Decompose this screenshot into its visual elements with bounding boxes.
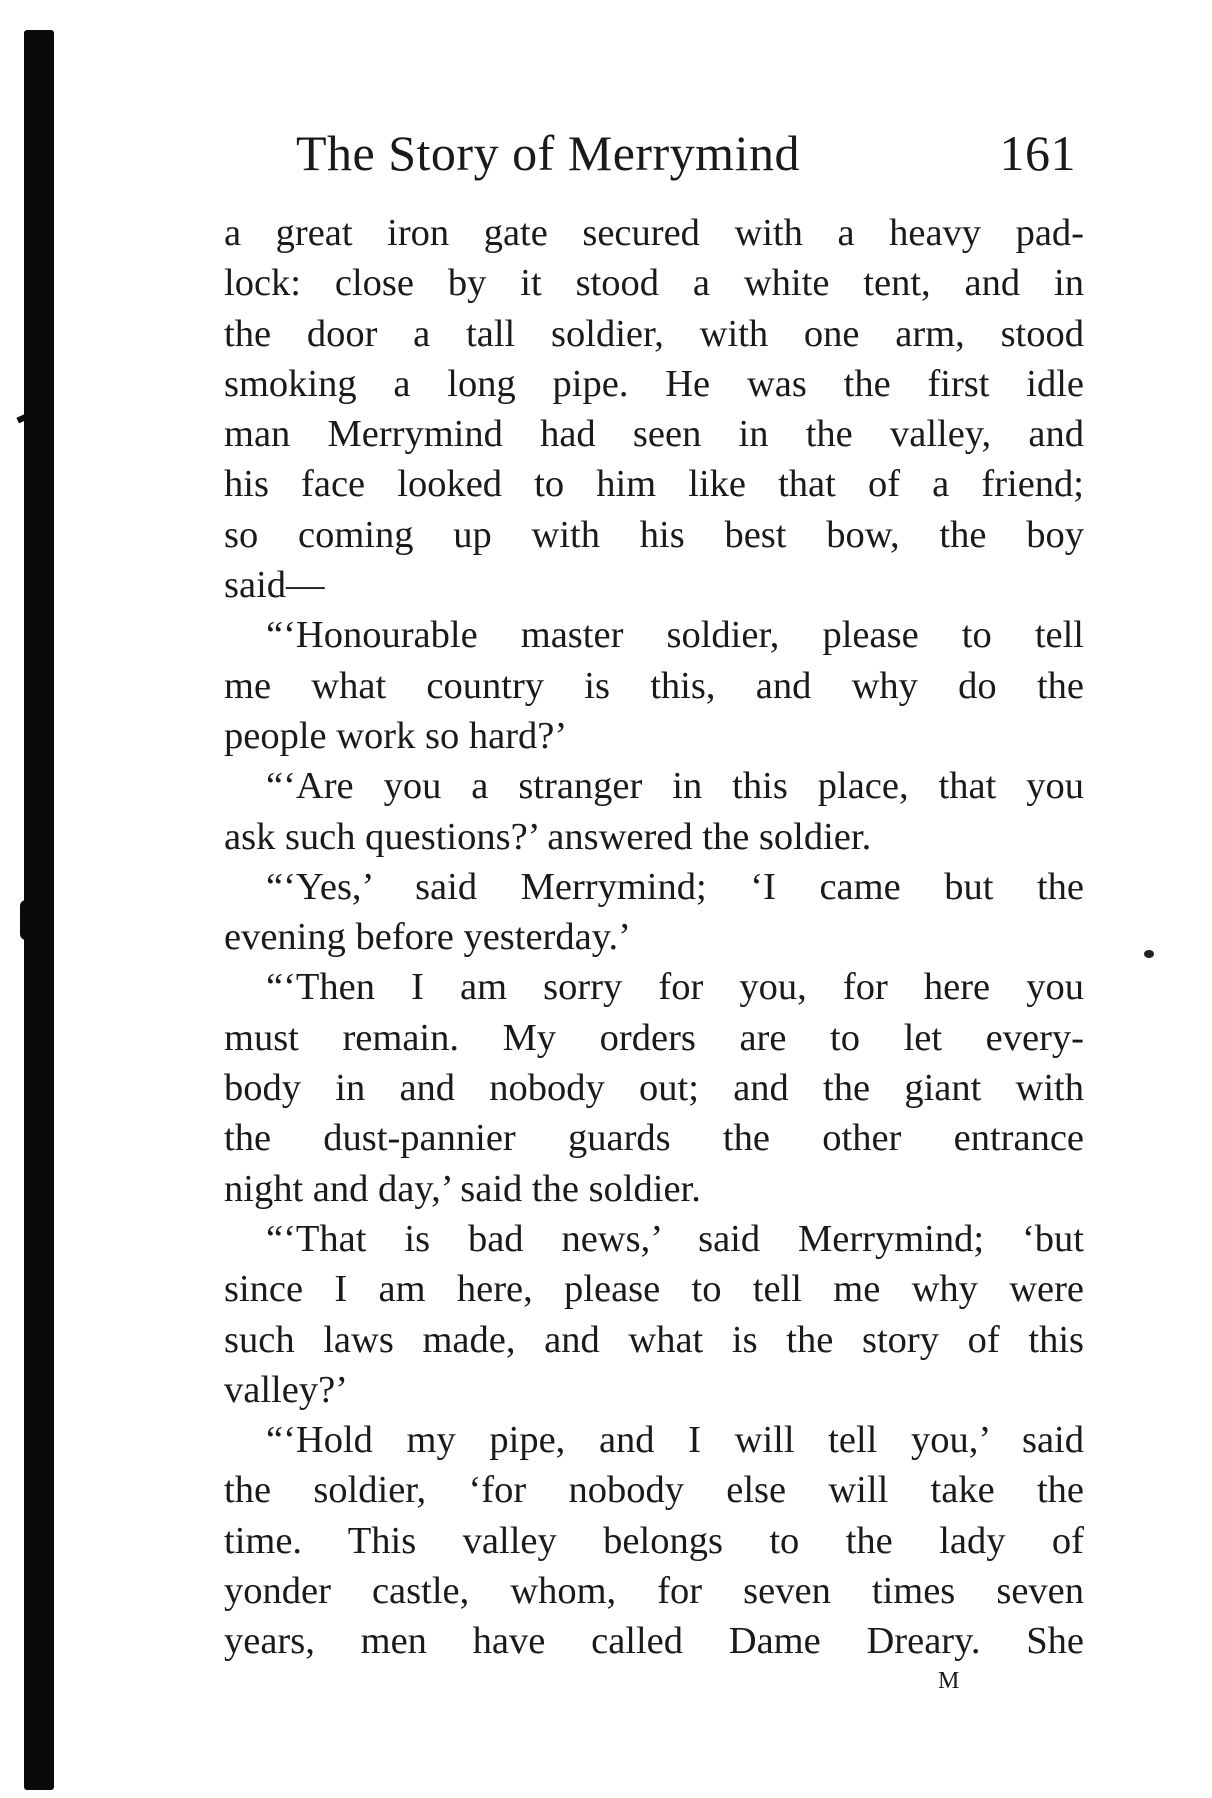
text-line: “‘Hold my pipe, and I will tell you,’ said — [266, 1419, 1084, 1462]
running-title: The Story of Merrymind — [296, 125, 800, 181]
text-line: the door a tall soldier, with one arm, stood — [224, 312, 1084, 355]
text-line: time. This valley belongs to the lady of — [224, 1519, 1084, 1562]
text-line: so coming up with his best bow, the boy — [224, 513, 1084, 556]
text-line: said— — [224, 564, 325, 607]
text-line: people work so hard?’ — [224, 714, 568, 757]
text-line: “‘Honourable master soldier, please to tell — [266, 614, 1084, 657]
text-line: must remain. My orders are to let every- — [224, 1016, 1084, 1059]
page-number: 161 — [999, 125, 1076, 181]
text-line: lock: close by it stood a white tent, and in — [224, 262, 1084, 305]
text-line: such laws made, and what is the story of this — [224, 1318, 1084, 1361]
text-line: yonder castle, whom, for seven times seven — [224, 1570, 1084, 1613]
binding-edge-shadow — [24, 30, 54, 1790]
text-line: valley?’ — [224, 1368, 348, 1411]
text-line: body in and nobody out; and the giant with — [224, 1067, 1084, 1110]
text-line: “‘Are you a stranger in this place, that you — [266, 765, 1084, 808]
text-line: the dust-pannier guards the other entrance — [224, 1117, 1084, 1160]
text-line: his face looked to him like that of a friend; — [224, 463, 1084, 506]
text-line: “‘Yes,’ said Merrymind; ‘I came but the — [266, 865, 1084, 908]
text-line: evening before yesterday.’ — [224, 916, 631, 959]
text-line: years, men have called Dame Dreary. She — [224, 1620, 1084, 1663]
ink-speck — [1144, 950, 1154, 958]
text-line: since I am here, please to tell me why were — [224, 1268, 1084, 1311]
body-text — [224, 208, 1084, 1667]
text-line: night and day,’ said the soldier. — [224, 1167, 701, 1210]
page-header — [296, 118, 1076, 188]
text-line: man Merrymind had seen in the valley, and — [224, 413, 1084, 456]
signature-mark: M — [938, 1668, 961, 1694]
text-line: the soldier, ‘for nobody else will take the — [224, 1469, 1084, 1512]
text-line: smoking a long pipe. He was the first idle — [224, 362, 1084, 405]
text-line: “‘That is bad news,’ said Merrymind; ‘but — [266, 1217, 1084, 1260]
text-line: “‘Then I am sorry for you, for here you — [266, 966, 1084, 1009]
text-line: ask such questions?’ answered the soldier. — [224, 815, 872, 858]
text-line: me what country is this, and why do the — [224, 664, 1084, 707]
text-line: a great iron gate secured with a heavy pad- — [224, 212, 1084, 254]
